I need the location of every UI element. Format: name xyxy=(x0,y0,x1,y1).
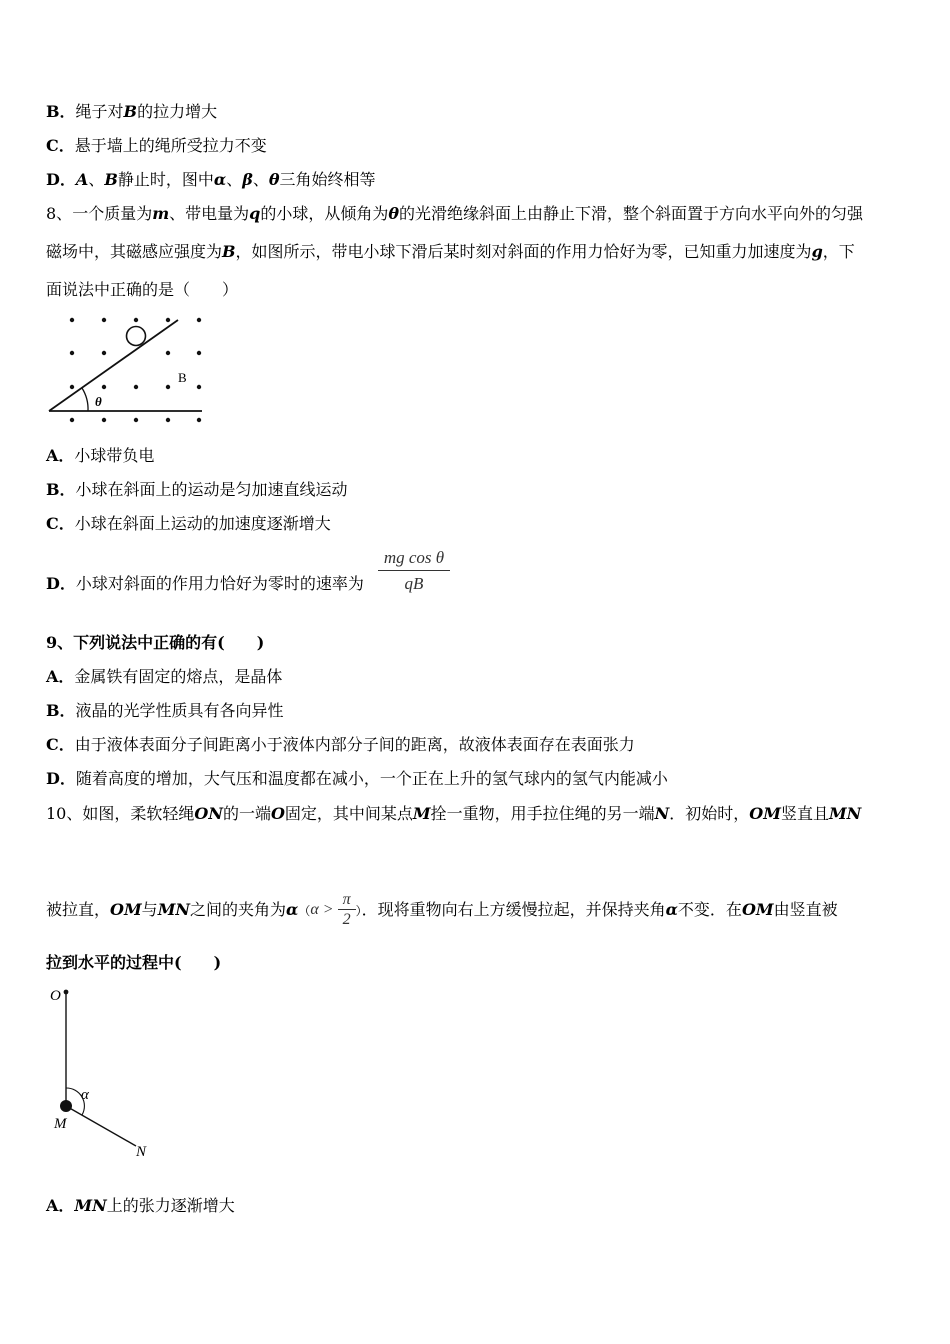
charged-ball xyxy=(127,327,146,346)
incline-line xyxy=(49,320,178,411)
q10-stem-line3: 拉到水平的过程中( ) xyxy=(46,953,222,972)
q8-option-a: A．小球带负电 xyxy=(46,446,155,465)
label-alpha: α xyxy=(81,1087,89,1103)
label-o: O xyxy=(50,988,61,1004)
q8-stem-line1: 8、一个质量为m、带电量为q的小球，从倾角为θ的光滑绝缘斜面上由静止下滑，整个斜面置于方向水平向外的匀强 xyxy=(46,204,864,223)
q9-option-c: C．由于液体表面分子间距离小于液体内部分子间的距离，故液体表面存在表面张力 xyxy=(46,735,635,754)
b-field-label: B xyxy=(178,370,187,385)
label-m: M xyxy=(54,1116,67,1132)
point-o xyxy=(64,990,69,995)
theta-label: θ xyxy=(95,394,102,409)
q8-option-b: B．小球在斜面上的运动是匀加速直线运动 xyxy=(46,480,348,499)
q10-condition: α > $\frac{\pi}{2}$ xyxy=(310,891,355,930)
q10-rope-figure xyxy=(44,982,164,1162)
q7-option-b: B．绳子对B的拉力增大 xyxy=(46,102,218,121)
weight-m xyxy=(60,1100,72,1112)
q9-option-d: D．随着高度的增加，大气压和温度都在减小，一个正在上升的氢气球内的氢气内能减小 xyxy=(46,769,668,788)
q8-stem-line2: 磁场中，其磁感应强度为B，如图所示，带电小球下滑后某时刻对斜面的作用力恰好为零，已知重力加速度为g，下 xyxy=(46,242,855,261)
q9-option-b: B．液晶的光学性质具有各向异性 xyxy=(46,701,284,720)
q8-stem-line3: 面说法中正确的是（ ） xyxy=(46,280,239,299)
q8-option-c: C．小球在斜面上运动的加速度逐渐增大 xyxy=(46,514,331,533)
q8-incline-figure xyxy=(44,310,214,430)
q10-stem-line2: 被拉直，OM与MN之间的夹角为α（α > $\frac{\pi}{2}$ ）．现将重物向右上方缓慢拉起，并保持夹角α不变．在OM由竖直被 xyxy=(46,891,838,928)
rope-mn xyxy=(66,1106,136,1146)
q9-option-a: A．金属铁有固定的熔点，是晶体 xyxy=(46,667,283,686)
q10-option-a: A．MN上的张力逐渐增大 xyxy=(46,1196,235,1215)
q9-stem: 9、下列说法中正确的有( ) xyxy=(46,633,265,652)
q8-option-d: D．小球对斜面的作用力恰好为零时的速率为 xyxy=(46,574,364,593)
label-n: N xyxy=(136,1144,147,1160)
q7-option-c: C．悬于墙上的绳所受拉力不变 xyxy=(46,136,267,155)
theta-arc xyxy=(82,388,88,411)
q8-velocity-fraction xyxy=(378,548,450,594)
q7-option-d: D．A、B静止时，图中α、β、θ三角始终相等 xyxy=(46,170,376,189)
fraction-denominator: qB xyxy=(378,570,450,594)
q10-stem-line1: 10、如图，柔软轻绳ON的一端O固定，其中间某点M拴一重物，用手拉住绳的另一端N．初始时，OM竖直且MN xyxy=(46,804,862,823)
fraction-numerator: mg cos θ xyxy=(383,548,445,567)
